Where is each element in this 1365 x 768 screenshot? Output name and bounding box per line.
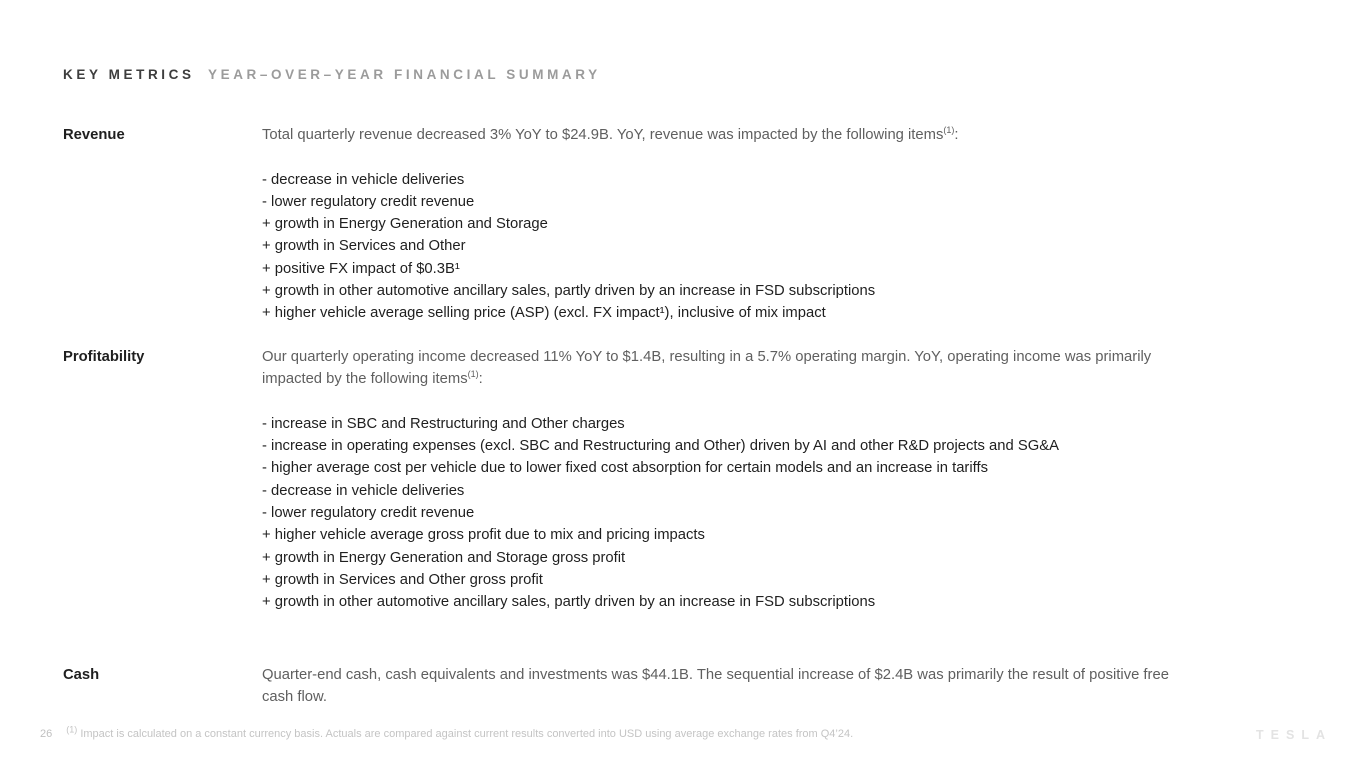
section-lead — [262, 346, 1182, 391]
bullet-line: + growth in Energy Generation and Storage — [262, 216, 548, 233]
bullet-line: - decrease in vehicle deliveries — [262, 171, 465, 188]
section-label: Cash — [63, 667, 100, 683]
tesla-wordmark: TESLA — [1256, 728, 1332, 742]
bullet-line: - higher average cost per vehicle due to lower fixed cost absorption for certain models and an increase in tariffs — [262, 460, 988, 477]
section-content — [262, 346, 1182, 614]
bullet-line: - decrease in vehicle deliveries — [262, 482, 465, 499]
lead-tail: : — [954, 127, 959, 143]
footnote-marker: (1) — [943, 125, 955, 136]
section-cash — [63, 664, 1182, 731]
footnote-marker: (1) — [66, 724, 78, 735]
lead-text: Quarter-end cash, cash equivalents and investments was $44.1B. The sequential increase of $2.4B was primarily the result of positive free cash flow. — [262, 667, 1169, 706]
section-content — [262, 664, 1182, 731]
footnote-text: Impact is calculated on a constant currency basis. Actuals are compared against current results converted into USD using average exchange rates from Q4’24. — [80, 728, 854, 740]
bullet-line: + growth in other automotive ancillary sales, partly driven by an increase in FSD subscriptions — [262, 594, 876, 611]
section-label: Revenue — [63, 127, 125, 143]
section-revenue — [63, 124, 1182, 325]
footer — [40, 724, 854, 740]
bullet-line: - increase in SBC and Restructuring and Other charges — [262, 415, 625, 432]
section-lead — [262, 664, 1182, 709]
footnote-marker: (1) — [467, 369, 479, 380]
bullet-line: - lower regulatory credit revenue — [262, 505, 475, 522]
bullet-line: - lower regulatory credit revenue — [262, 193, 475, 210]
page-title-primary: KEY METRICS — [63, 67, 195, 82]
bullet-line: + higher vehicle average selling price (ASP) (excl. FX impact¹), inclusive of mix impact — [262, 305, 826, 322]
bullet-list — [262, 169, 1182, 325]
page-title-secondary: YEAR–OVER–YEAR FINANCIAL SUMMARY — [207, 67, 601, 82]
section-profitability — [63, 346, 1182, 614]
page-number: 26 — [40, 728, 53, 740]
lead-text: Our quarterly operating income decreased 11% YoY to $1.4B, resulting in a 5.7% operating margin. YoY, operating income was primarily impacted by the following items — [262, 349, 1152, 388]
lead-tail: : — [478, 371, 483, 388]
bullet-line: + growth in Services and Other gross profit — [262, 571, 543, 588]
page-title — [63, 67, 601, 82]
lead-text: Total quarterly revenue decreased 3% YoY to $24.9B. YoY, revenue was impacted by the following items — [262, 127, 944, 143]
bullet-line: + growth in other automotive ancillary sales, partly driven by an increase in FSD subscriptions — [262, 283, 876, 300]
bullet-line: + positive FX impact of $0.3B¹ — [262, 260, 460, 277]
section-label: Profitability — [63, 349, 145, 365]
bullet-line: + growth in Services and Other — [262, 238, 466, 255]
bullet-line: + growth in Energy Generation and Storage gross profit — [262, 549, 626, 566]
section-content — [262, 124, 1182, 325]
bullet-line: - increase in operating expenses (excl. SBC and Restructuring and Other) driven by AI and other R&D projects and SG&A — [262, 438, 1059, 455]
section-lead — [262, 124, 1182, 146]
bullet-line: + higher vehicle average gross profit due to mix and pricing impacts — [262, 527, 705, 544]
bullet-list — [262, 413, 1182, 614]
